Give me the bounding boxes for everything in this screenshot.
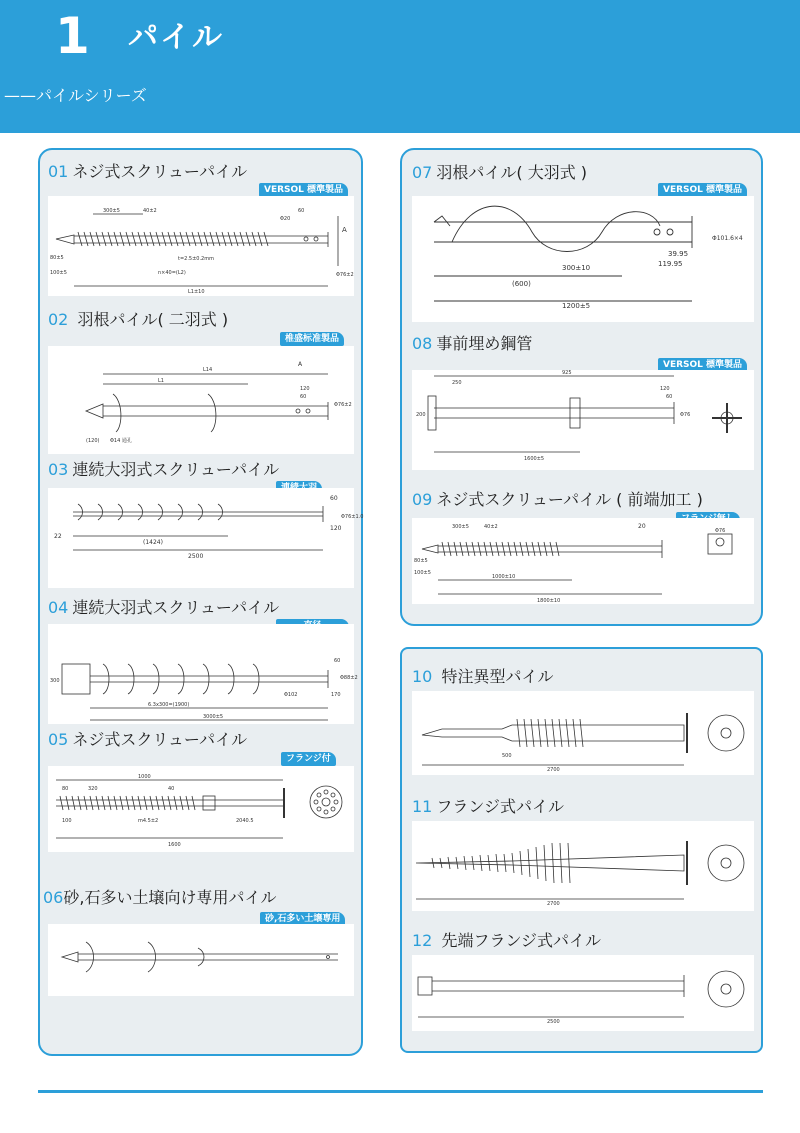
item-09-title: 09 ネジ式スクリューパイル ( 前端加工 ) bbox=[412, 490, 703, 509]
dim-01-e: A bbox=[342, 226, 347, 234]
dim-11-a: 2700 bbox=[547, 901, 560, 907]
dim-05-g: 1600 bbox=[168, 842, 181, 848]
item-08-title: 08 事前埋め鋼管 bbox=[412, 334, 533, 353]
item-08-drawing bbox=[412, 370, 754, 470]
right-top-panel bbox=[400, 148, 763, 626]
dim-10-b: 500 bbox=[502, 753, 512, 759]
dim-05-d: 80 bbox=[62, 786, 69, 792]
dim-01-h: 100±5 bbox=[50, 270, 67, 276]
dim-09-c: 20 bbox=[638, 523, 646, 530]
dim-01-j: t=2.5±0.2mm bbox=[178, 256, 214, 262]
dim-04-d: 6.3x300=(1900) bbox=[148, 702, 190, 708]
dim-01-f: L1±10 bbox=[188, 289, 205, 295]
dim-09-d: 1000±10 bbox=[492, 574, 516, 580]
item-05-title: 05 ネジ式スクリューパイル bbox=[48, 730, 248, 749]
dim-05-e: 100 bbox=[62, 818, 72, 824]
dim-12-a: 2500 bbox=[547, 1019, 560, 1025]
continuous-pile-04-svg bbox=[48, 624, 358, 724]
item-07-title: 07 羽根パイル( 大羽式 ) bbox=[412, 163, 588, 182]
dim-01-a: 300±5 bbox=[103, 208, 120, 214]
item-01-title: 01 ネジ式スクリューパイル bbox=[48, 162, 248, 181]
custom-pile-10-svg bbox=[412, 691, 754, 775]
tip-flange-pile-12-svg bbox=[412, 955, 754, 1031]
item-02-badge: 椎盛标准製品 bbox=[280, 332, 344, 346]
item-10-drawing bbox=[412, 691, 754, 775]
dim-10-a: 2700 bbox=[547, 767, 560, 773]
dim-08-a: 925 bbox=[562, 370, 572, 376]
item-03-drawing bbox=[48, 488, 364, 588]
dim-02-c: 120 bbox=[300, 386, 310, 392]
right-bottom-panel bbox=[400, 647, 763, 1053]
dim-07-e: 119.95 bbox=[658, 260, 683, 268]
item-12-drawing bbox=[412, 955, 754, 1031]
dim-04-c: 170 bbox=[331, 692, 341, 698]
dim-09-h: Φ76 bbox=[715, 528, 726, 534]
dim-03-a: 60 bbox=[330, 495, 338, 502]
item-09-drawing bbox=[412, 518, 754, 604]
dim-07-f: Φ101.6×4 bbox=[712, 235, 743, 242]
dim-02-f: A bbox=[298, 361, 303, 368]
item-01-drawing bbox=[48, 196, 354, 296]
dim-08-c: 120 bbox=[660, 386, 670, 392]
chapter-title: パイル bbox=[128, 20, 224, 55]
dim-01-i: Φ76±2 bbox=[336, 272, 354, 278]
dim-08-g: Φ76 bbox=[680, 412, 691, 418]
dim-03-f: 2500 bbox=[188, 553, 204, 560]
chapter-number: 1 bbox=[55, 7, 90, 65]
dim-09-b: 40±2 bbox=[484, 524, 498, 530]
flange-screw-pile-05-svg bbox=[48, 766, 354, 852]
dim-08-b: 250 bbox=[452, 380, 462, 386]
dim-09-g: 80±5 bbox=[414, 558, 428, 564]
dim-07-a: 300±10 bbox=[562, 264, 591, 272]
left-panel bbox=[38, 148, 363, 1056]
dim-05-f: m4.5±2 bbox=[138, 818, 159, 824]
dim-04-e: 3000±5 bbox=[203, 714, 224, 720]
dim-05-h: 2040.5 bbox=[236, 818, 254, 824]
dim-07-b: (600) bbox=[512, 280, 531, 288]
item-03-title: 03 連続大羽式スクリューパイル bbox=[48, 460, 280, 479]
item-02-title: 02 羽根パイル( 二羽式 ) bbox=[48, 310, 229, 329]
dim-03-d: 22 bbox=[54, 533, 62, 540]
dim-04-g: Φ88±2 bbox=[340, 675, 358, 681]
dim-01-k: 80±5 bbox=[50, 255, 64, 261]
dim-08-d: 60 bbox=[666, 394, 673, 400]
big-wing-pile-07-svg bbox=[412, 196, 754, 322]
dim-03-b: 120 bbox=[330, 525, 342, 532]
wing-pile-02-svg bbox=[48, 346, 354, 454]
dim-01-b: 40±2 bbox=[143, 208, 157, 214]
dim-04-f: Φ102 bbox=[284, 692, 298, 698]
item-06-drawing bbox=[48, 924, 354, 996]
item-11-drawing bbox=[412, 821, 754, 911]
dim-08-e: 200 bbox=[416, 412, 426, 418]
item-06-badge: 砂,石多い土壌専用 bbox=[260, 912, 345, 926]
dim-09-a: 300±5 bbox=[452, 524, 469, 530]
screw-pile-01-svg bbox=[48, 196, 354, 296]
item-07-badge: VERSOL 標準製品 bbox=[658, 183, 747, 197]
item-02-drawing bbox=[48, 346, 354, 454]
dim-01-c: 60 bbox=[298, 208, 305, 214]
dim-01-d: Φ20 bbox=[280, 216, 291, 222]
dim-02-g: (120) bbox=[86, 438, 100, 444]
item-06-title: 06砂,石多い土壌向け専用パイル bbox=[43, 888, 277, 907]
dim-02-e: Φ76±2 bbox=[334, 402, 352, 408]
dim-09-e: 1800±10 bbox=[537, 598, 561, 604]
item-05-badge: フランジ付 bbox=[281, 752, 336, 766]
dim-04-b: 300 bbox=[50, 678, 60, 684]
continuous-pile-03-svg bbox=[48, 488, 364, 588]
item-12-title: 12 先端フランジ式パイル bbox=[412, 931, 602, 950]
front-end-pile-09-svg bbox=[412, 518, 754, 604]
dim-07-d: 39.95 bbox=[668, 250, 689, 258]
dim-02-d: 60 bbox=[300, 394, 307, 400]
preburied-pipe-08-svg bbox=[412, 370, 754, 470]
dim-04-a: 60 bbox=[334, 658, 341, 664]
dim-02-b: L1 bbox=[158, 378, 164, 384]
page-header bbox=[0, 0, 800, 133]
dim-02-h: Φ14 通孔 bbox=[110, 438, 132, 444]
item-11-title: 11 フランジ式パイル bbox=[412, 797, 564, 816]
dim-09-f: 100±5 bbox=[414, 570, 431, 576]
gravel-pile-06-svg bbox=[48, 924, 354, 996]
item-04-title: 04 連続大羽式スクリューパイル bbox=[48, 598, 280, 617]
item-05-drawing bbox=[48, 766, 354, 852]
item-08-badge: VERSOL 標準製品 bbox=[658, 358, 747, 372]
item-10-title: 10 特注異型パイル bbox=[412, 667, 554, 686]
dim-05-a: 1000 bbox=[138, 774, 151, 780]
dim-07-c: 1200±5 bbox=[562, 302, 591, 310]
chapter-subtitle: ——パイルシリーズ bbox=[4, 86, 147, 105]
item-04-drawing bbox=[48, 624, 358, 724]
dim-05-c: 40 bbox=[168, 786, 175, 792]
item-07-drawing bbox=[412, 196, 754, 322]
dim-03-e: (1424) bbox=[143, 539, 163, 546]
footer-divider bbox=[38, 1090, 763, 1093]
dim-03-c: Φ76±1.0 bbox=[341, 514, 364, 520]
item-01-badge: VERSOL 標準製品 bbox=[259, 183, 348, 197]
dim-08-f: 1600±5 bbox=[524, 456, 545, 462]
flange-pile-11-svg bbox=[412, 821, 754, 911]
dim-01-g: n×40=(L2) bbox=[158, 270, 186, 276]
dim-05-b: 320 bbox=[88, 786, 98, 792]
dim-02-a: L14 bbox=[203, 367, 213, 373]
